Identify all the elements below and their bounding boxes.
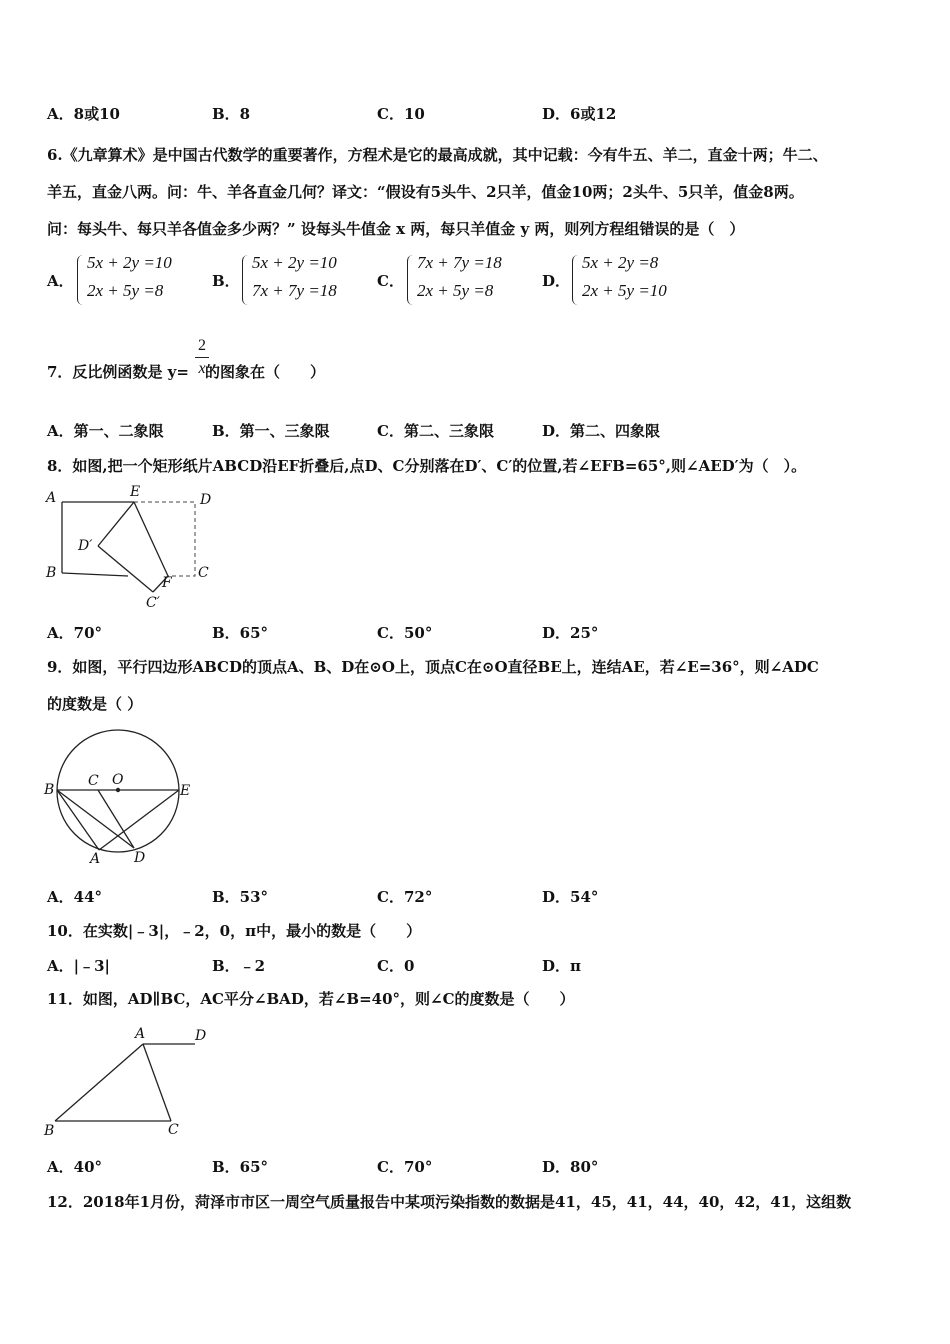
q10-option-b: B．﹣2	[212, 957, 266, 975]
q6-option-d-label: D．	[542, 272, 571, 290]
q11-edge-ac	[143, 1044, 171, 1121]
q11-edge-ba	[55, 1044, 143, 1121]
q8-option-b: B．65°	[212, 624, 269, 642]
q5-option-a: A．8或10	[47, 105, 120, 123]
q9-line-1: 9．如图，平行四边形ABCD的顶点A、B、D在⊙O上，顶点C在⊙O直径BE上，连结AE，若∠E=36°，则∠ADC	[47, 658, 819, 676]
q6-line-1: 6.《九章算术》是中国古代数学的重要著作，方程术是它的最高成就，其中记载：今有牛五、羊二，直金十两；牛二、	[47, 146, 828, 164]
q9-line-2: 的度数是（ ）	[47, 695, 143, 713]
q8-option-d: D．25°	[542, 624, 599, 642]
q10-option-c: C．0	[377, 957, 415, 975]
q8-label-f: F	[162, 575, 172, 591]
q7-options	[47, 420, 847, 442]
q7-text	[47, 361, 325, 382]
q8-figure	[40, 480, 230, 615]
q10-option-a: A．|﹣3|	[47, 957, 110, 975]
q7-suffix: 的图象在（ ）	[204, 363, 325, 381]
q9-options	[47, 886, 847, 908]
q11-text: 11．如图，AD∥BC，AC平分∠BAD，若∠B=40°，则∠C的度数是（ ）	[47, 990, 575, 1008]
q8-label-c: C	[198, 565, 209, 581]
q6-line-3: 问：每头牛、每只羊各值金多少两？” 设每头牛值金 x 两，每只羊值金 y 两，则列方程组错误的是（ ）	[47, 220, 745, 238]
q5-option-b: B．8	[212, 105, 251, 123]
q11-label-a: A	[135, 1026, 146, 1042]
brace-icon	[77, 255, 84, 305]
q7-option-a: A．第一、二象限	[47, 422, 164, 440]
q6-option-c-eq1: 7x + 7y =18	[417, 253, 502, 272]
q8-label-c-prime: C′	[146, 595, 160, 611]
q6-option-b-eq1: 5x + 2y =10	[252, 253, 337, 272]
q8-label-a: A	[46, 490, 57, 506]
q11-label-b: B	[44, 1123, 55, 1139]
q8-option-c: C．50°	[377, 624, 433, 642]
q8-edge-bf	[62, 573, 128, 576]
q6-option-c-eq2: 2x + 5y =8	[417, 281, 494, 300]
brace-icon	[407, 255, 414, 305]
q6-option-c-label: C．	[377, 272, 404, 290]
q9-label-o: O	[112, 772, 124, 788]
q8-edge-d1c1	[98, 546, 153, 592]
q9-center-dot	[116, 788, 120, 792]
q8-label-d: D	[200, 492, 212, 508]
brace-icon	[242, 255, 249, 305]
q7-fraction	[195, 336, 209, 379]
q11-option-b: B．65°	[212, 1158, 269, 1176]
q6-option-b-label: B．	[212, 272, 240, 290]
q8-label-e: E	[130, 484, 141, 500]
q11-option-c: C．70°	[377, 1158, 433, 1176]
q6-option-a-eq1: 5x + 2y =10	[87, 253, 172, 272]
q11-option-d: D．80°	[542, 1158, 599, 1176]
q5-option-c: C．10	[377, 105, 425, 123]
q8-fold-ef	[134, 502, 168, 576]
q9-option-d: D．54°	[542, 888, 599, 906]
q8-edge-ed1	[98, 502, 134, 546]
q8-dashed-edd	[134, 502, 195, 576]
q9-edge-cd	[98, 790, 134, 848]
q6-option-a-label: A．	[47, 272, 74, 290]
q11-options	[47, 1156, 847, 1178]
q11-label-c: C	[168, 1122, 179, 1138]
q11-option-a: A．40°	[47, 1158, 103, 1176]
q5-option-d: D．6或12	[542, 105, 617, 123]
q7-denominator: x	[198, 360, 206, 377]
q9-label-a: A	[90, 851, 101, 867]
q9-label-b: B	[44, 782, 55, 798]
q9-edge-bd	[57, 790, 134, 848]
q11-label-d: D	[195, 1028, 207, 1044]
q9-label-c: C	[88, 773, 99, 789]
brace-icon	[572, 255, 579, 305]
q5-options	[47, 103, 847, 125]
q6-option-d-eq2: 2x + 5y =10	[582, 281, 667, 300]
q9-label-e: E	[180, 783, 191, 799]
q8-options	[47, 622, 847, 644]
q7-option-b: B．第一、三象限	[212, 422, 330, 440]
q10-text: 10．在实数|﹣3|，﹣2，0，π中，最小的数是（ ）	[47, 922, 422, 940]
q8-option-a: A．70°	[47, 624, 103, 642]
q6-option-a-eq2: 2x + 5y =8	[87, 281, 164, 300]
q9-label-d: D	[134, 850, 146, 866]
q6-option-d-eq1: 5x + 2y =8	[582, 253, 659, 272]
q7-prefix: 7．反比例函数是 y=	[47, 363, 189, 381]
q8-label-b: B	[46, 565, 57, 581]
q9-edge-ba	[57, 790, 99, 850]
q12-text: 12．2018年1月份，菏泽市市区一周空气质量报告中某项污染指数的数据是41，45，41，44，40，42，41，这组数	[47, 1193, 852, 1211]
q9-option-a: A．44°	[47, 888, 103, 906]
q6-line-2: 羊五，直金八两。问：牛、羊各直金几何？译文：“假设有5头牛、2只羊，值金10两；2头牛、5只羊，值金8两。	[47, 183, 804, 201]
q10-option-d: D．π	[542, 957, 581, 975]
q10-options	[47, 955, 847, 977]
q9-figure	[40, 725, 200, 870]
q9-option-b: B．53°	[212, 888, 269, 906]
q7-option-c: C．第二、三象限	[377, 422, 494, 440]
q7-numerator: 2	[198, 337, 206, 354]
q7-option-d: D．第二、四象限	[542, 422, 661, 440]
q9-option-c: C．72°	[377, 888, 433, 906]
q11-figure	[40, 1020, 220, 1145]
q8-text: 8．如图,把一个矩形纸片ABCD沿EF折叠后,点D、C分别落在D′、C′的位置,若∠EFB=65°,则∠AED′为（ ）。	[47, 457, 807, 475]
q8-label-d-prime: D′	[78, 538, 93, 554]
q9-edge-ae	[99, 790, 179, 850]
q6-option-b-eq2: 7x + 7y =18	[252, 281, 337, 300]
